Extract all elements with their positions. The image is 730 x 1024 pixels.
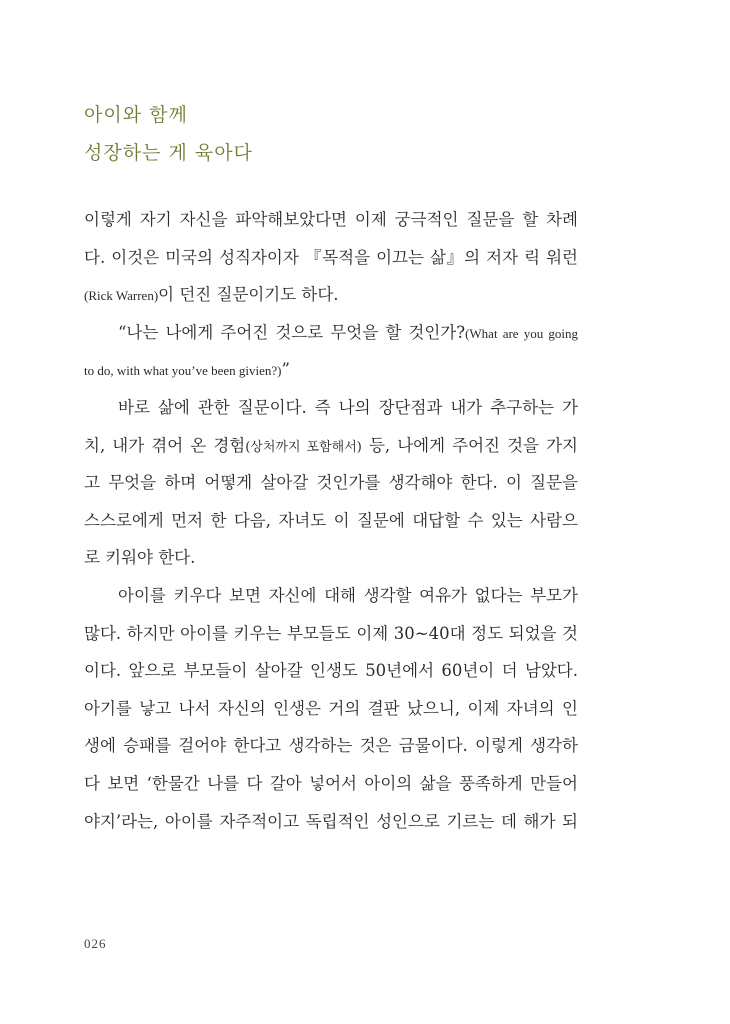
text: 아기를 낳고 나서 자신의 인생은 거의 결판 났으니, 이제 자녀의 인 bbox=[84, 698, 578, 718]
page-number: 026 bbox=[84, 936, 107, 951]
text: 많다. 하지만 아이를 키우는 부모들도 이제 30~40대 정도 되었을 것 bbox=[84, 623, 578, 643]
text: 바로 삶에 관한 질문이다. 즉 나의 장단점과 내가 추구하는 가 bbox=[118, 397, 578, 417]
text-line bbox=[84, 694, 578, 732]
english-quote: (What are you going bbox=[465, 325, 578, 341]
text-line bbox=[84, 280, 578, 318]
text-line bbox=[84, 581, 578, 619]
text: 다 보면 ‘한물간 나를 다 갈아 넣어서 아이의 삶을 풍족하게 만들어 bbox=[84, 773, 578, 793]
parenthetical: (상처까지 포함해서) bbox=[245, 439, 362, 455]
text: 다. 이것은 미국의 성직자이자 『목적을 이끄는 삶』의 저자 릭 워런 bbox=[84, 247, 578, 267]
text-line bbox=[84, 431, 578, 469]
text: 등, 나에게 주어진 것을 가지 bbox=[361, 435, 578, 455]
text-line bbox=[84, 506, 578, 544]
body-text bbox=[84, 205, 578, 844]
text: 아이를 키우다 보면 자신에 대해 생각할 여유가 없다는 부모가 bbox=[118, 585, 578, 605]
text-line bbox=[84, 731, 578, 769]
chapter-title-line-1: 아이와 함께 bbox=[84, 104, 188, 126]
text: 이 던진 질문이기도 하다. bbox=[158, 285, 339, 305]
text-line bbox=[84, 355, 578, 393]
text: 야지’라는, 아이를 자주적이고 독립적인 성인으로 기르는 데 해가 되 bbox=[84, 811, 578, 831]
text-line bbox=[84, 393, 578, 431]
text-line bbox=[84, 656, 578, 694]
english-quote: to do, with what you’ve been givien?) bbox=[84, 363, 282, 379]
english-name: (Rick Warren) bbox=[84, 288, 159, 304]
text: 고 무엇을 하며 어떻게 살아갈 것인가를 생각해야 한다. 이 질문을 bbox=[84, 473, 578, 493]
chapter-title-line-2: 성장하는 게 육아다 bbox=[84, 142, 253, 164]
text-line bbox=[84, 468, 578, 506]
text-line bbox=[84, 807, 578, 845]
quote: “나는 나에게 주어진 것으로 무엇을 할 것인가? bbox=[118, 322, 466, 342]
text: 스스로에게 먼저 한 다음, 자녀도 이 질문에 대답할 수 있는 사람으 bbox=[84, 510, 578, 530]
text: ” bbox=[281, 360, 290, 380]
text: 치, 내가 겪어 온 경험 bbox=[84, 435, 246, 455]
text-line bbox=[84, 619, 578, 657]
text-line bbox=[84, 769, 578, 807]
text: 이렇게 자기 자신을 파악해보았다면 이제 궁극적인 질문을 할 차례 bbox=[84, 210, 578, 229]
text: 로 키워야 한다. bbox=[84, 548, 196, 568]
text-line bbox=[84, 243, 578, 281]
text: 이다. 앞으로 부모들이 살아갈 인생도 50년에서 60년이 더 남았다. bbox=[84, 661, 578, 681]
text-line bbox=[84, 205, 578, 243]
text: 생에 승패를 걸어야 한다고 생각하는 것은 금물이다. 이렇게 생각하 bbox=[84, 736, 578, 756]
text-line bbox=[84, 543, 578, 581]
text-line bbox=[84, 318, 578, 356]
